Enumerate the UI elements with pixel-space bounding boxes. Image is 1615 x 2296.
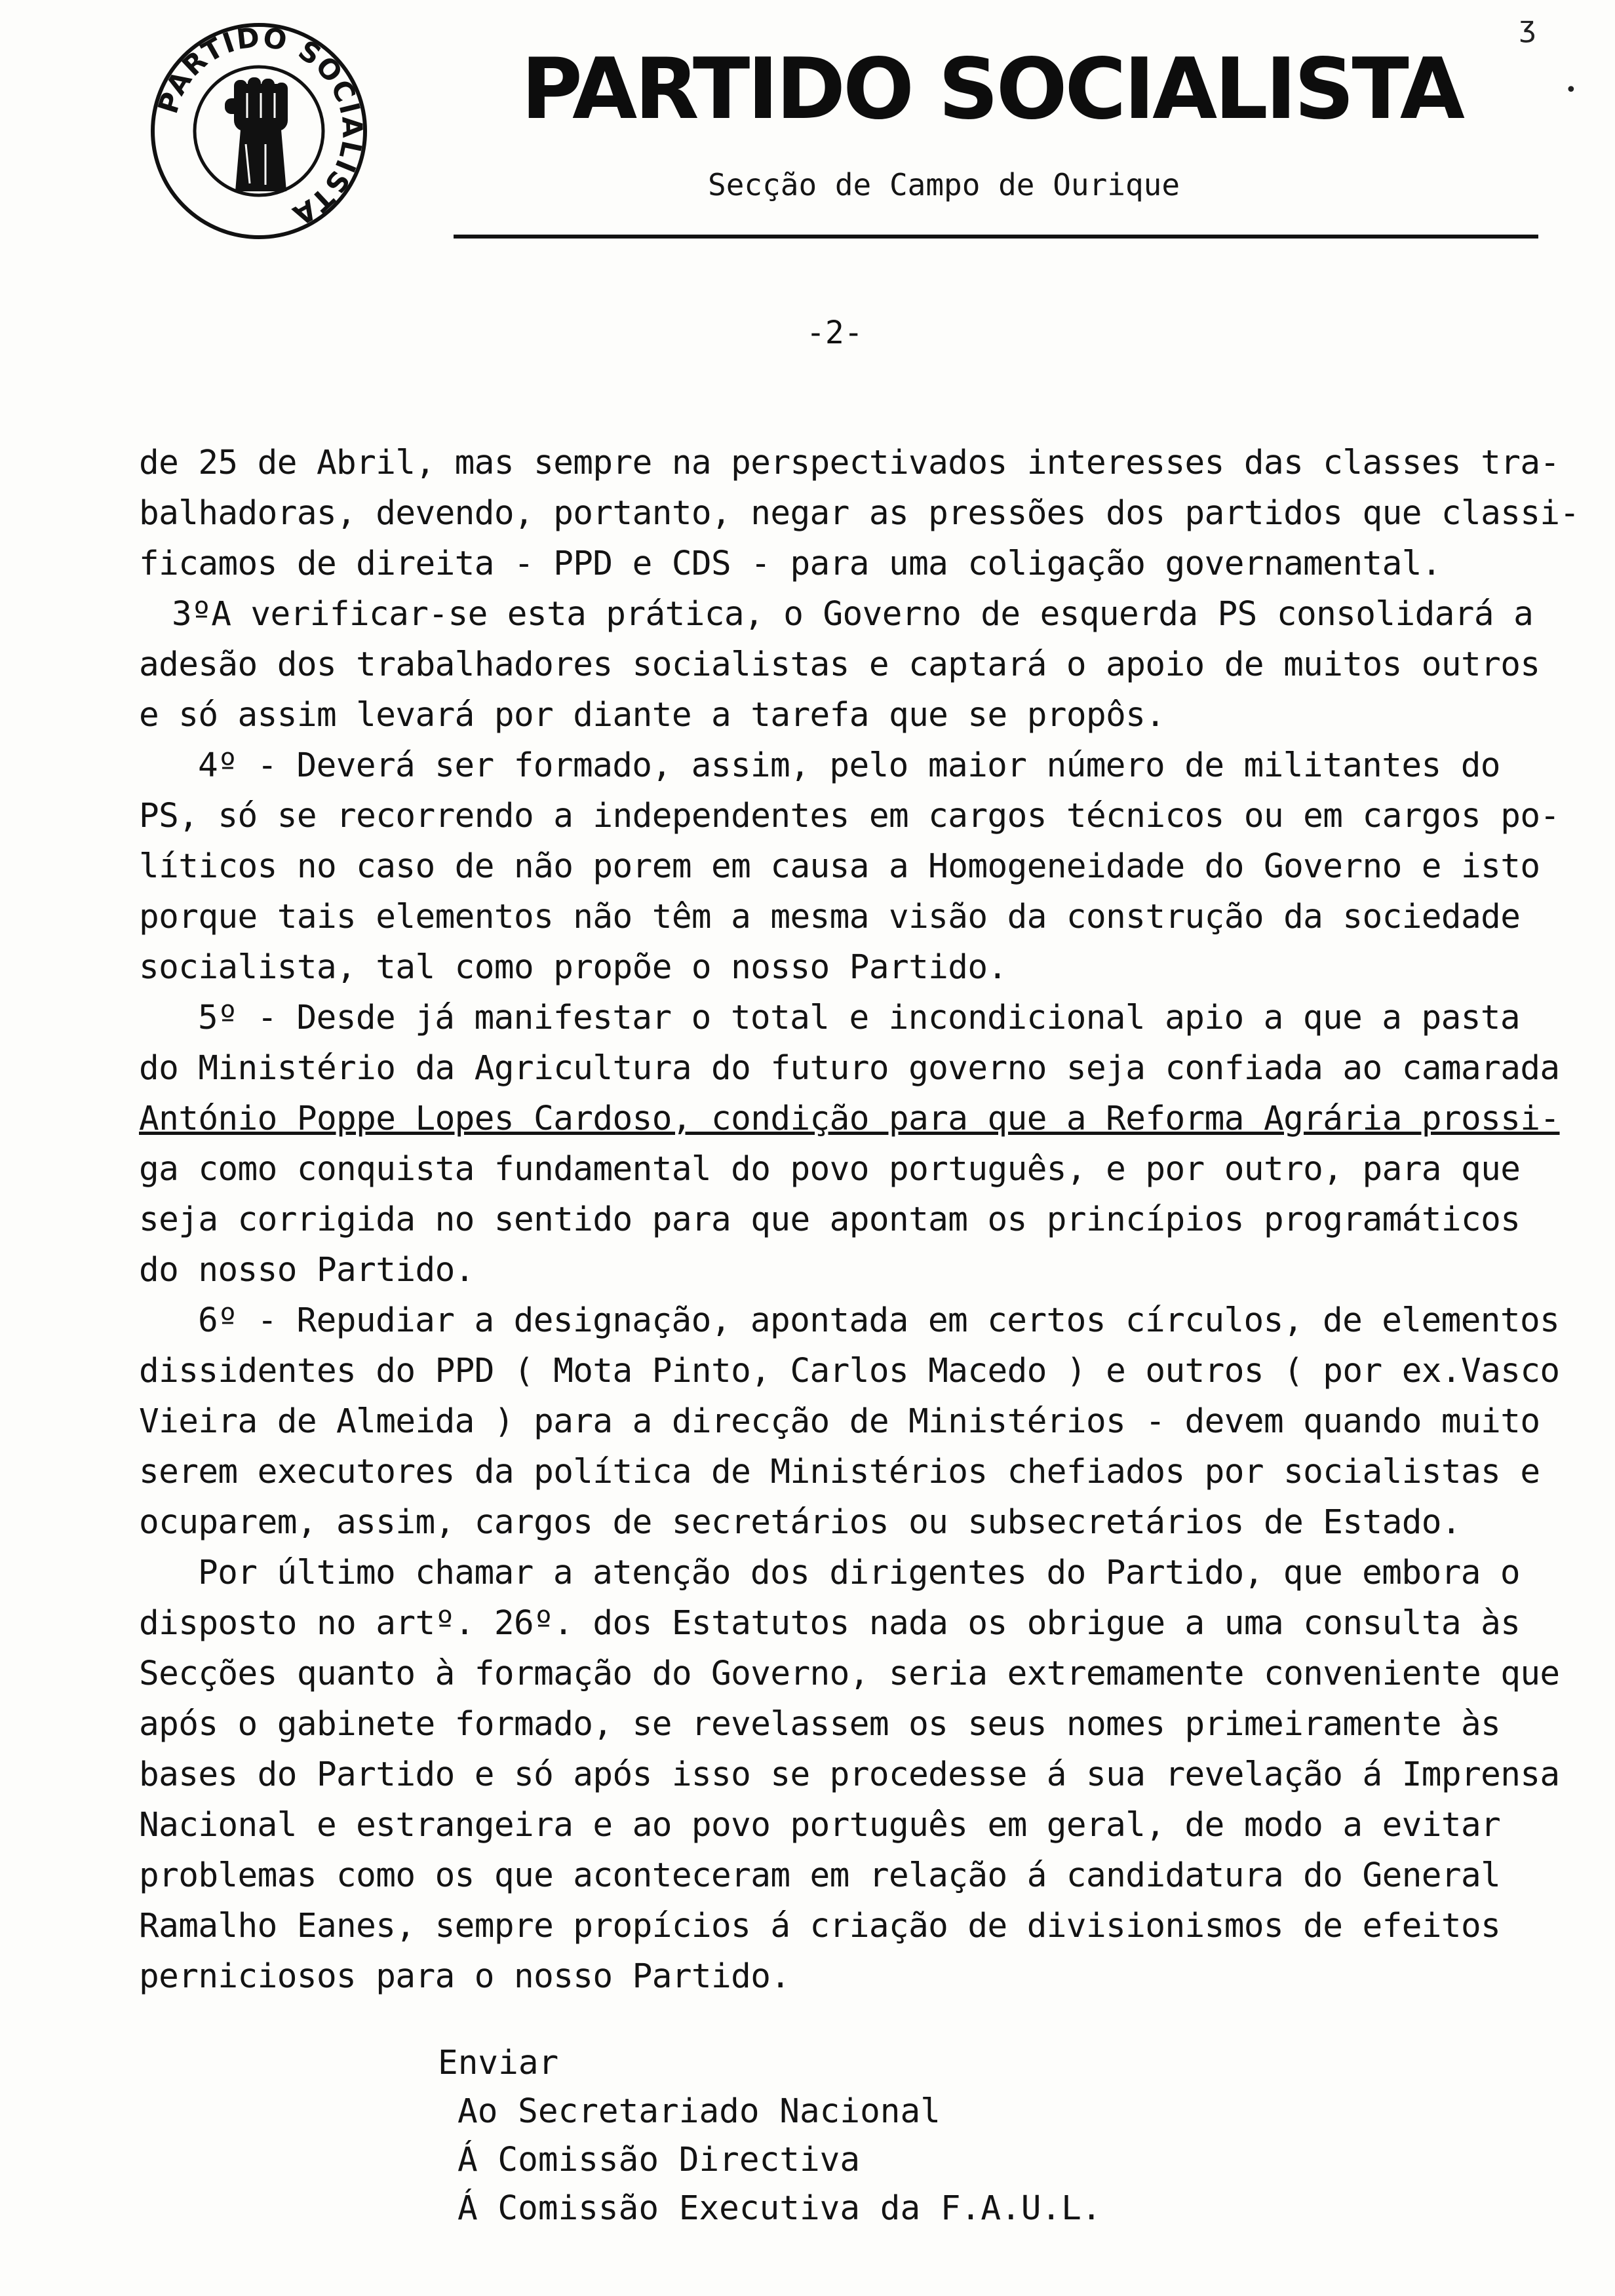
text-line-point-3: 3ºA verificar-se esta prática, o Governo de esquerda PS consolidará a — [172, 595, 1534, 634]
header-divider — [454, 235, 1538, 239]
text-line: disposto no artº. 26º. dos Estatutos nada os obrigue a uma consulta às — [139, 1604, 1521, 1643]
text-line: PS, só se recorrendo a independentes em cargos técnicos ou em cargos po- — [139, 797, 1560, 835]
text-line: Secções quanto à formação do Governo, seria extremamente conveniente que — [139, 1655, 1560, 1693]
text-line: perniciosos para o nosso Partido. — [139, 1957, 790, 1996]
text-line: bases do Partido e só após isso se procedesse á sua revelação á Imprensa — [139, 1755, 1560, 1794]
party-title: PARTIDO SOCIALISTA — [521, 41, 1462, 138]
text-line: problemas como os que aconteceram em relação á candidatura do General — [139, 1856, 1501, 1895]
scan-mark: ʒ — [1519, 10, 1536, 44]
party-logo-seal — [147, 20, 370, 242]
recipient-item: Á Comissão Directiva — [457, 2141, 861, 2179]
text-line-point-5: 5º - Desde já manifestar o total e incondicional apio a que a pasta — [198, 999, 1521, 1037]
text-line: de 25 de Abril, mas sempre na perspectivados interesses das classes tra- — [139, 444, 1560, 482]
text-line: Vieira de Almeida ) para a direcção de Ministérios - devem quando muito — [139, 1402, 1540, 1441]
text-line: ga como conquista fundamental do povo português, e por outro, para que — [139, 1150, 1521, 1189]
page-number: -2- — [806, 315, 863, 351]
scan-mark: • — [1565, 79, 1577, 102]
seal-text: PARTIDO SOCIALISTA — [151, 20, 369, 233]
text-line: Nacional e estrangeira e ao povo português em geral, de modo a evitar — [139, 1806, 1501, 1845]
text-line: ficamos de direita - PPD e CDS - para uma coligação governamental. — [139, 545, 1441, 583]
text-line: após o gabinete formado, se revelassem os seus nomes primeiramente às — [139, 1705, 1501, 1744]
text-line: do nosso Partido. — [139, 1251, 475, 1290]
recipient-item: Á Comissão Executiva da F.A.U.L. — [457, 2189, 1102, 2228]
text-line: ocuparem, assim, cargos de secretários ou subsecretários de Estado. — [139, 1503, 1462, 1542]
send-label: Enviar — [438, 2044, 559, 2082]
text-line: dissidentes do PPD ( Mota Pinto, Carlos Macedo ) e outros ( por ex.Vasco — [139, 1352, 1560, 1390]
text-line: adesão dos trabalhadores socialistas e captará o apoio de muitos outros — [139, 645, 1540, 684]
text-line-closing: Por último chamar a atenção dos dirigentes do Partido, que embora o — [198, 1554, 1521, 1592]
text-line: socialista, tal como propõe o nosso Partido. — [139, 948, 1007, 987]
text-line-underlined: António Poppe Lopes Cardoso, condição para que a Reforma Agrária prossi- — [139, 1100, 1560, 1138]
recipients-block — [438, 2039, 1102, 2233]
text-line: serem executores da política de Ministérios chefiados por socialistas e — [139, 1453, 1540, 1491]
section-name: Secção de Campo de Ourique — [708, 167, 1180, 202]
text-line-point-4: 4º - Deverá ser formado, assim, pelo maior número de militantes do — [198, 746, 1500, 785]
text-line-point-6: 6º - Repudiar a designação, apontada em certos círculos, de elementos — [198, 1301, 1560, 1340]
text-line: balhadoras, devendo, portanto, negar as pressões dos partidos que classi- — [139, 494, 1580, 533]
text-line: líticos no caso de não porem em causa a Homogeneidade do Governo e isto — [139, 847, 1540, 886]
text-line: porque tais elementos não têm a mesma visão da construção da sociedade — [139, 898, 1521, 936]
text-line: Ramalho Eanes, sempre propícios á criação de divisionismos de efeitos — [139, 1907, 1501, 1945]
text-line: e só assim levará por diante a tarefa que se propôs. — [139, 696, 1165, 735]
recipient-item: Ao Secretariado Nacional — [457, 2092, 941, 2131]
text-line: do Ministério da Agricultura do futuro governo seja confiada ao camarada — [139, 1049, 1560, 1088]
letter-body — [139, 438, 1615, 2002]
text-line: seja corrigida no sentido para que apontam os princípios programáticos — [139, 1200, 1521, 1239]
raised-fist-icon — [225, 77, 288, 191]
